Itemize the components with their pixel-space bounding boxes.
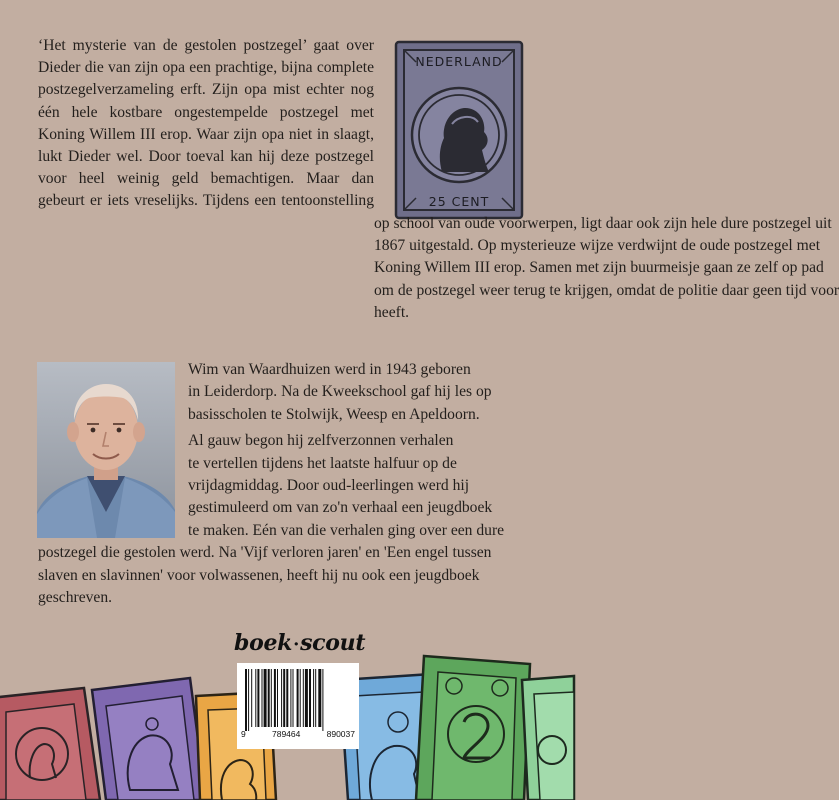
barcode-bar	[277, 669, 278, 727]
publisher-logo-left: boek	[234, 630, 293, 656]
barcode-first-digit: 9	[241, 729, 246, 739]
barcode-bar	[257, 669, 259, 727]
barcode-bar	[262, 669, 263, 727]
barcode-bar	[274, 669, 276, 727]
bio-line: geschreven.	[38, 589, 113, 607]
barcode-digits	[241, 729, 355, 743]
blurb-line: lukt Dieder wel. Door toeval kan hij deze postzegel	[38, 148, 374, 166]
bio-line: slaven en slavinnen' voor volwassenen, heeft hij nu ook een jeugdboek	[38, 566, 480, 584]
barcode-bars	[245, 669, 351, 731]
blurb-line: gebeurt er iets vreselijks. Tijdens een tentoonstelling	[38, 192, 374, 210]
bio-line: gestimuleerd om van zo'n verhaal een jeugdboek	[188, 499, 493, 517]
publisher-logo-dot: ·	[293, 634, 300, 655]
barcode-bar	[293, 669, 294, 727]
barcode-group-1: 789464	[271, 729, 301, 739]
blurb-line: ‘Het mysterie van de gestolen postzegel’ gaat over	[38, 37, 374, 54]
publisher-logo	[234, 630, 366, 658]
barcode-bar	[286, 669, 288, 727]
barcode-group-2: 890037	[326, 729, 355, 739]
barcode-bar	[315, 669, 316, 727]
barcode-bar	[297, 669, 299, 727]
barcode-bar	[281, 669, 282, 727]
bio-line: in Leiderdorp. Na de Kweekschool gaf hij les op	[188, 383, 492, 401]
blurb-line: postzegelverzameling erft. Zijn opa mist echter nog	[38, 81, 374, 99]
barcode-bar	[318, 669, 321, 727]
bio-line: te vertellen tijdens het laatste halfuur op de	[188, 454, 457, 472]
blurb-line: heeft.	[374, 303, 410, 321]
bio-line: basisscholen te Stolwijk, Weesp en Apeldoorn.	[188, 405, 480, 423]
barcode-bar	[264, 669, 267, 727]
red-stamp	[0, 688, 100, 800]
blurb-line: Koning Willem III erop. Waar zijn opa niet in slaagt,	[38, 125, 374, 143]
blurb-line: Koning Willem III erop. Samen met zijn buurmeisje gaan ze zelf op pad	[374, 259, 824, 277]
publisher-logo-right: scout	[300, 630, 366, 656]
bio-line: vrijdagmiddag. Door oud-leerlingen werd hij	[188, 477, 470, 495]
blurb-paragraph	[38, 35, 839, 331]
blurb-narrow-column	[38, 35, 374, 331]
barcode-bar	[268, 669, 270, 727]
mint-stamp	[522, 676, 574, 800]
barcode-bar	[290, 669, 291, 727]
bio-line: Wim van Waardhuizen werd in 1943 geboren	[188, 361, 471, 378]
isbn-barcode	[237, 663, 359, 749]
blurb-line: één hele kostbare ongestempelde postzegel met	[38, 103, 374, 121]
bio-line: te maken. Eén van die verhalen ging over een dure	[188, 521, 505, 539]
barcode-bar	[248, 669, 249, 731]
barcode-bar	[245, 669, 247, 731]
blurb-line: Dieder die van zijn opa een prachtige, bijna complete	[38, 59, 374, 77]
cover-stamp-country: NEDERLAND	[415, 54, 503, 69]
author-bio	[38, 359, 528, 609]
blurb-line: op school van oude voorwerpen, ligt daar ook zijn hele dure postzegel uit	[374, 215, 832, 232]
barcode-bar	[313, 669, 314, 727]
barcode-bar	[300, 669, 301, 727]
barcode-bar	[309, 669, 311, 727]
bio-line: postzegel die gestolen werd. Na 'Vijf verloren jaren' en 'Een engel tussen	[38, 544, 492, 562]
barcode-bar	[283, 669, 285, 727]
barcode-bar	[322, 669, 323, 731]
blurb-line: om de postzegel weer terug te krijgen, omdat de politie daar geen tijd voor	[374, 281, 839, 299]
green-stamp	[416, 656, 530, 800]
purple-stamp	[92, 678, 206, 800]
barcode-bar	[271, 669, 272, 727]
barcode-bar	[303, 669, 304, 727]
blurb-line: voor heel weinig geld bemachtigen. Maar dan	[38, 170, 374, 188]
barcode-bar	[255, 669, 256, 727]
barcode-bar	[251, 669, 252, 727]
bio-line: Al gauw begon hij zelfverzonnen verhalen	[188, 432, 454, 450]
blurb-line: 1867 uitgestald. Op mysterieuze wijze verdwijnt de oude postzegel met	[374, 237, 821, 255]
cover-stamp-value: 25 CENT	[428, 194, 490, 209]
barcode-bar	[305, 669, 308, 727]
